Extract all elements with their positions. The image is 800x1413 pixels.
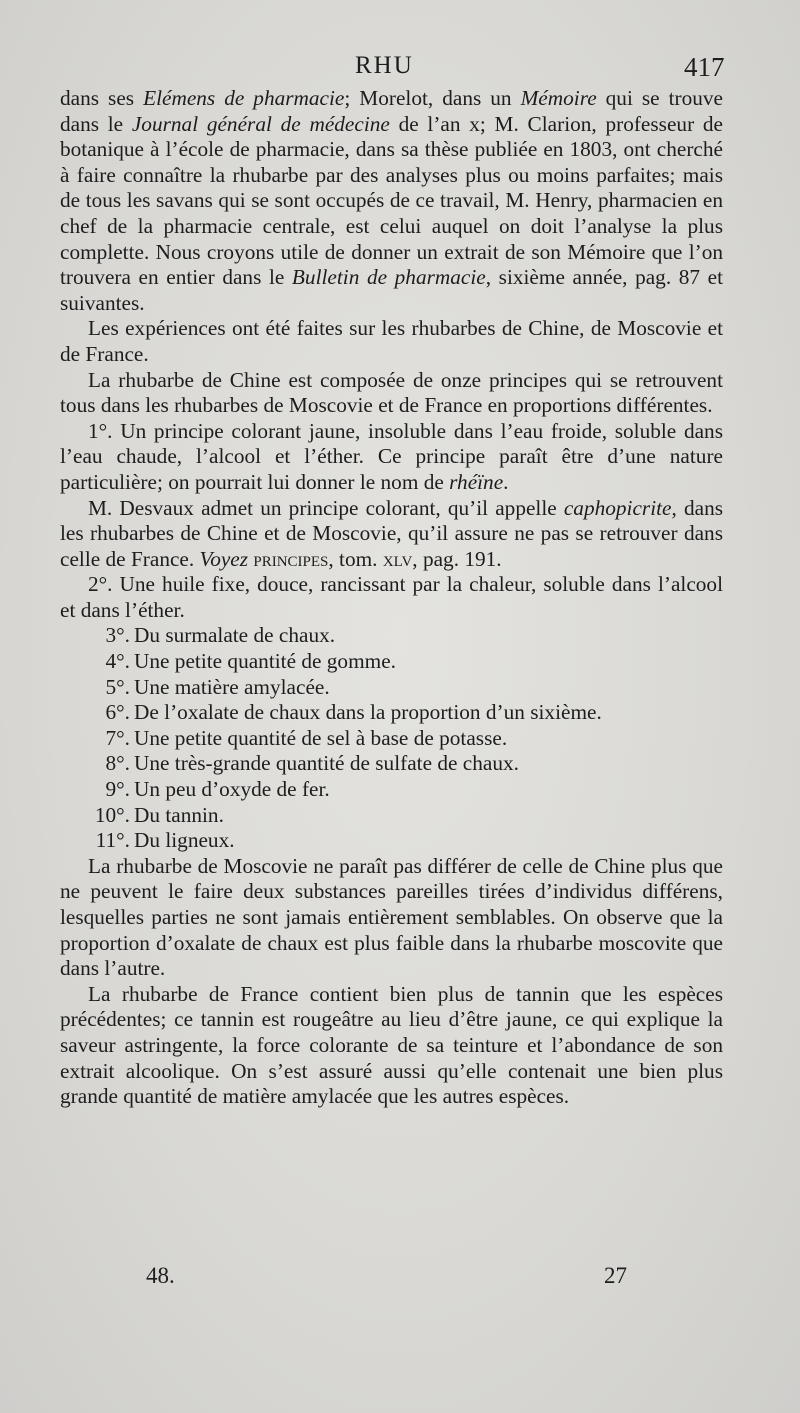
page-number: 417 (684, 52, 725, 82)
list-item-number: 7°. (105, 725, 130, 750)
list-item (60, 649, 723, 675)
list-item-text: Du ligneux. (134, 828, 235, 853)
text-run: M. Desvaux admet un principe colorant, qu’il appelle (88, 495, 564, 520)
text-run: 1°. Un principe colorant jaune, insoluble dans l’eau froide, soluble dans l’eau chaude, l’alcool et l’éther. Ce principe paraît être d’une nature particulière; on pourrait lui donner le nom de (60, 418, 723, 494)
text-run: Les expériences ont été faites sur les rhubarbes de Chine, de Moscovie et de France. (60, 316, 723, 366)
closing-paragraph-group (60, 854, 723, 1110)
paragraph (60, 496, 723, 573)
list-item-number: 4°. (105, 649, 130, 674)
list-item-number: 9°. (105, 777, 130, 802)
list-item-text: Une matière amylacée. (134, 674, 330, 699)
text-run: qui se trouve dans le (60, 86, 724, 136)
text-run: , sixième année, pag. 87 et suivantes. (60, 265, 724, 315)
list-item (60, 700, 723, 726)
list-item-number: 11°. (95, 828, 130, 853)
italic-text: Voyez (199, 546, 249, 571)
list-item-number: 3°. (105, 623, 130, 648)
italic-text: Elémens de pharmacie (143, 86, 345, 110)
list-item (60, 623, 723, 649)
paragraph (60, 316, 723, 367)
text-run: 2°. Une huile fixe, douce, rancissant par la chaleur, soluble dans l’alcool et dans l’éther. (60, 572, 723, 622)
text-run: . (503, 469, 509, 494)
list-item-text: Un peu d’oxyde de fer. (134, 777, 330, 802)
italic-text: caphopicrite (563, 495, 672, 520)
paragraph (60, 572, 723, 623)
italic-text: Journal général de médecine (131, 111, 390, 136)
small-caps-text: principes (253, 546, 329, 571)
list-item-text: De l’oxalate de chaux dans la proportion d’un sixième. (134, 700, 602, 725)
signature-mark: 48. (146, 1263, 175, 1288)
list-item (60, 777, 723, 803)
text-run: ; Morelot, dans un (344, 86, 521, 110)
list-item-number: 10°. (94, 802, 130, 827)
list-item-number: 5°. (105, 674, 130, 699)
text-run: de l’an x; M. Clarion, professeur de botanique à l’école de pharmacie, dans sa thèse publiée en 1803, ont cherché à faire connaître la rhubarbe par des analyses plus ou moins parfaites; mais de tous les savans qui se sont occupés de ce travail, M. Henry, pharmacien en chef de la pharmacie centrale, est celui auquel on doit l’analyse la plus complette. Nous croyons utile de donner un extrait de son Mémoire que l’on trouvera en entier dans le (60, 111, 723, 290)
list-item (60, 803, 723, 829)
text-run: La rhubarbe de Chine est composée de onze principes qui se retrouvent tous dans les rhubarbes de Moscovie et de France en proportions différentes. (60, 367, 723, 418)
paragraph (60, 86, 723, 316)
running-head: RHU (355, 52, 414, 79)
list-item-text: Une très-grande quantité de sulfate de chaux. (134, 751, 519, 776)
paragraph (60, 419, 723, 496)
italic-text: rhéïne (449, 469, 504, 494)
list-item-text: Du tannin. (134, 802, 224, 827)
italic-text: Bulletin de pharmacie (291, 265, 486, 290)
text-run: , dans les rhubarbes de Chine et de Moscovie, qu’il assure ne pas se retrouver dans celle de France. (60, 495, 724, 571)
list-item-number: 8°. (105, 751, 130, 776)
list-item (60, 675, 723, 701)
small-caps-text: xlv (382, 546, 413, 571)
paragraph (60, 368, 723, 419)
paragraph-group (60, 86, 723, 623)
paragraph: La rhubarbe de Moscovie ne paraît pas différer de celle de Chine plus que ne peuvent le faire deux substances pareilles tirées d’individus différens, lesquelles parties ne sont jamais entièrement semblables. On observe que la proportion d’oxalate de chaux est plus faible dans la rhubarbe moscovite que dans l’autre. (60, 853, 723, 981)
list-item-text: Du surmalate de chaux. (134, 623, 336, 648)
page-header (0, 52, 800, 86)
list-item (60, 751, 723, 777)
text-run: , tom. (328, 546, 383, 571)
paragraph: La rhubarbe de France contient bien plus de tannin que les espèces précédentes; ce tannin est rougeâtre au lieu d’être jaune, ce qui explique la saveur astringente, la force colorante de sa teinture et l’abondance de son extrait alcoolique. On s’est assuré aussi qu’elle contenait une bien plus grande quantité de matière amylacée que les autres espèces. (60, 981, 723, 1109)
composition-list (60, 623, 723, 853)
text-run: dans ses (60, 86, 144, 110)
list-item-number: 6°. (105, 700, 130, 725)
list-item-text: Une petite quantité de sel à base de potasse. (134, 725, 508, 750)
page-footer (0, 1263, 800, 1297)
list-item (60, 828, 723, 854)
text-run: , pag. 191. (412, 546, 502, 571)
list-item (60, 726, 723, 752)
italic-text: Mémoire (520, 86, 597, 110)
catchword: 27 (604, 1263, 627, 1288)
body-text (60, 86, 723, 1110)
list-item-text: Une petite quantité de gomme. (134, 649, 396, 674)
